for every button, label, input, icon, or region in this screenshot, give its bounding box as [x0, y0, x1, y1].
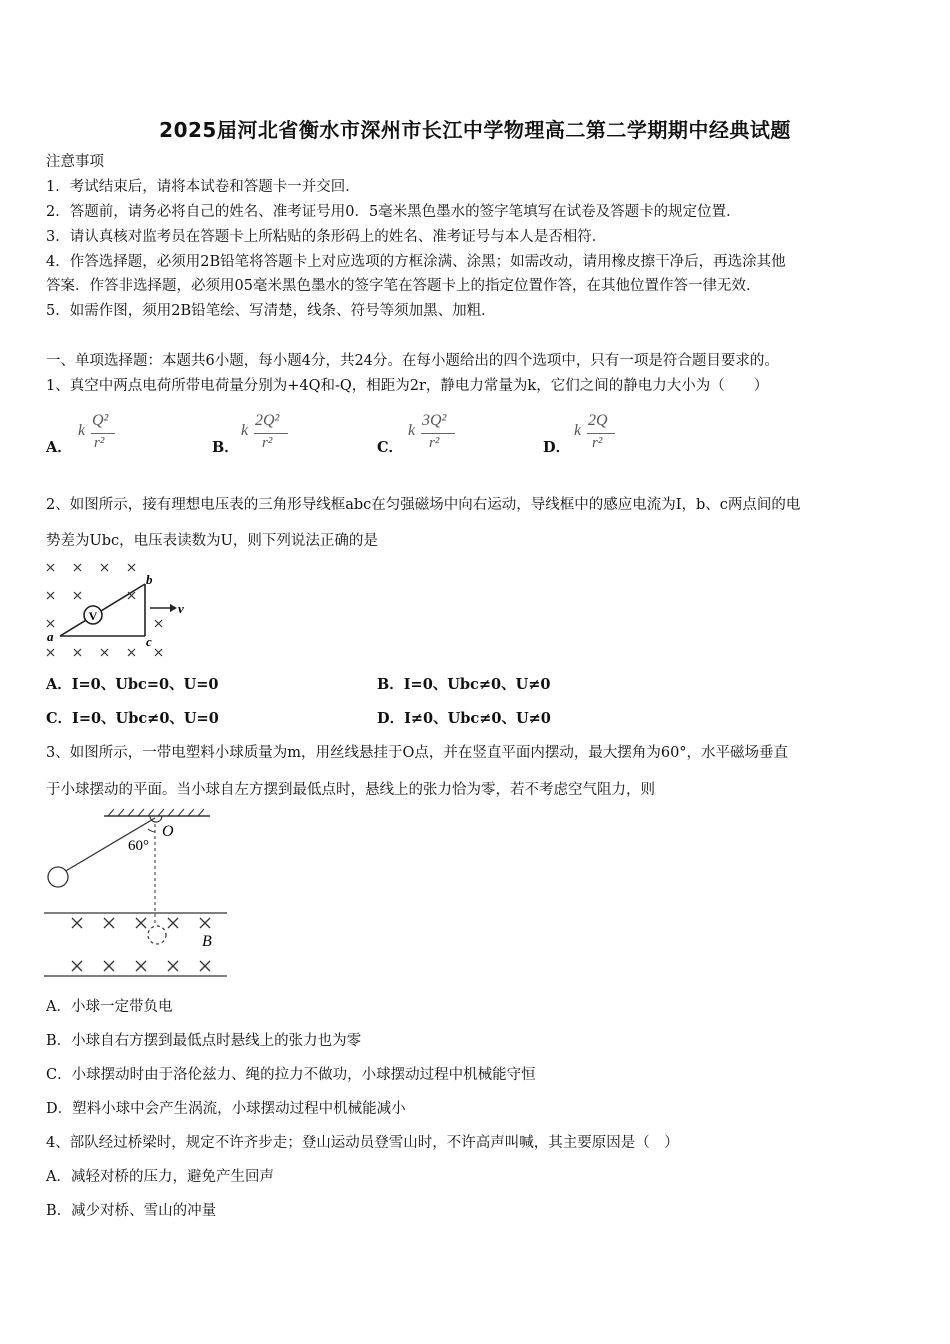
question-1-stem: 1、真空中两点电荷所带电荷量分别为+4Q和-Q，相距为2r，静电力常量为k，它们之间的静电力大小为（ ）	[46, 378, 769, 394]
formula-denominator: r²	[429, 435, 440, 451]
field-b-label: B	[202, 933, 212, 950]
section-heading: 一、单项选择题：本题共6小题，每小题4分，共24分。在每小题给出的四个选项中，只有一项是符合题目要求的。	[46, 353, 779, 369]
angle-arc	[148, 829, 155, 832]
fraction-bar	[254, 433, 288, 434]
notice-item: 4．作答选择题，必须用2B铅笔将答题卡上对应选项的方框涂满、涂黑；如需改动，请用橡皮擦干净后，再选涂其他	[46, 254, 786, 270]
q1-option-b-label: B．	[212, 439, 239, 456]
vertex-b-label: b	[146, 572, 153, 587]
ceiling-hatching	[108, 809, 204, 816]
q3-option-c: C．小球摆动时由于洛伦兹力、绳的拉力不做功，小球摆动过程中机械能守恒	[46, 1067, 536, 1083]
q2-option-c: C．I=0、Ubc≠0、U=0	[46, 710, 219, 727]
formula-k: k	[408, 422, 416, 439]
pivot-o-label: O	[162, 823, 174, 840]
q3-option-b: B．小球自右方摆到最低点时悬线上的张力也为零	[46, 1033, 362, 1049]
question-3-stem-line2: 于小球摆动的平面。当小球自左方摆到最低点时，悬线上的张力恰为零，若不考虑空气阻力，则	[46, 782, 655, 798]
angle-label: 60°	[128, 838, 149, 854]
q1-option-c-label: C．	[377, 439, 404, 456]
q3-option-a: A．小球一定带负电	[46, 999, 173, 1015]
fraction-bar	[91, 433, 115, 434]
formula-numerator: 2Q²	[255, 412, 280, 429]
question-3-stem-line1: 3、如图所示，一带电塑料小球质量为m，用丝线悬挂于O点，并在竖直平面内摆动，最大摆角为60°，水平磁场垂直	[46, 745, 789, 761]
q2-option-b: B．I=0、Ubc≠0、U≠0	[377, 676, 551, 693]
question-2-stem-line1: 2、如图所示，接有理想电压表的三角形导线框abc在匀强磁场中向右运动，导线框中的感应电流为I，b、c两点间的电	[46, 497, 801, 513]
q1-option-d-label: D．	[543, 439, 571, 456]
q4-option-a: A．减轻对桥的压力，避免产生回声	[46, 1169, 274, 1185]
pivot-icon	[150, 816, 162, 822]
q2-circuit-figure	[44, 560, 194, 664]
velocity-label: v	[178, 601, 184, 616]
notice-item: 1．考试结束后，请将本试卷和答题卡一并交回．	[46, 179, 360, 195]
q3-pendulum-figure	[44, 806, 232, 980]
formula-numerator: 2Q	[588, 412, 608, 429]
q4-option-b: B．减少对桥、雪山的冲量	[46, 1203, 217, 1219]
q1-option-a-formula	[78, 412, 128, 462]
formula-numerator: Q²	[92, 412, 109, 429]
arrow-head-icon	[170, 604, 177, 612]
notice-item: 3．请认真核对监考员在答题卡上所粘贴的条形码上的姓名、准考证号与本人是否相符．	[46, 229, 607, 245]
voltmeter-label: V	[88, 609, 98, 623]
formula-numerator: 3Q²	[422, 412, 447, 429]
notice-item: 5．如需作图，须用2B铅笔绘、写清楚，线条、符号等须加黑、加粗．	[46, 303, 496, 319]
formula-k: k	[78, 422, 86, 439]
q3-option-d: D．塑料小球中会产生涡流，小球摆动过程中机械能减小	[46, 1101, 406, 1117]
formula-denominator: r²	[94, 435, 105, 451]
triangle-frame	[60, 584, 145, 636]
page-title: 2025届河北省衡水市深州市长江中学物理高二第二学期期中经典试题	[159, 118, 791, 142]
magnetic-field-crosses	[72, 918, 210, 971]
question-4-stem: 4、部队经过桥梁时，规定不许齐步走；登山运动员登雪山时，不许高声叫喊，其主要原因是（ ）	[46, 1135, 679, 1151]
q1-option-a-label: A．	[46, 439, 72, 456]
notice-item: 答案．作答非选择题，必须用05毫米黑色墨水的签字笔在答题卡上的指定位置作答，在其他位置作答一律无效．	[46, 278, 761, 294]
formula-k: k	[574, 422, 582, 439]
q2-option-a: A．I=0、Ubc=0、U=0	[46, 676, 219, 693]
question-2-stem-line2: 势差为Ubc，电压表读数为U，则下列说法正确的是	[46, 533, 378, 549]
ball-icon	[48, 867, 68, 887]
formula-denominator: r²	[592, 435, 603, 451]
q1-option-b-formula	[241, 412, 301, 462]
fraction-bar	[587, 433, 615, 434]
vertex-a-label: a	[47, 629, 54, 644]
formula-denominator: r²	[262, 435, 273, 451]
vertex-c-label: c	[146, 634, 152, 649]
q1-option-d-formula	[574, 412, 634, 462]
formula-k: k	[241, 422, 249, 439]
ball-lowest-dashed-icon	[148, 926, 166, 944]
notice-item: 2．答题前，请务必将自己的姓名、准考证号用0．5毫米黑色墨水的签字笔填写在试卷及答题卡的规定位置．	[46, 204, 741, 220]
notice-heading: 注意事项	[46, 154, 104, 170]
q2-option-d: D．I≠0、Ubc≠0、U≠0	[377, 710, 551, 727]
q1-option-c-formula	[408, 412, 468, 462]
fraction-bar	[421, 433, 455, 434]
